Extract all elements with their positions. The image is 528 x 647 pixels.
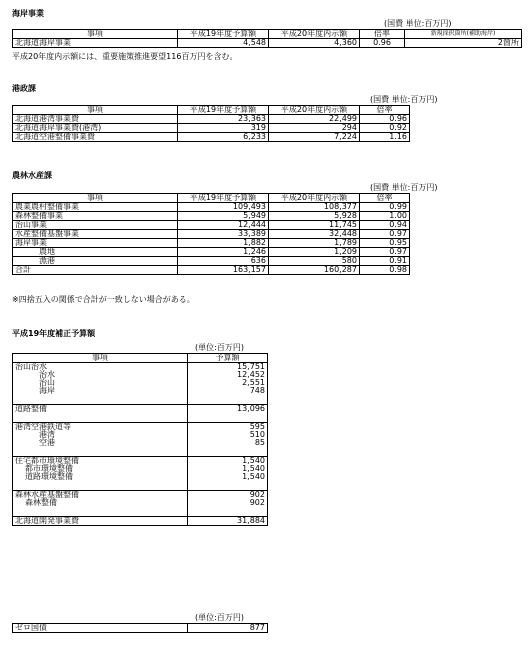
- table-cell: 北海道海岸事業費(港湾): [13, 124, 178, 133]
- table-cell: 北海道港湾事業費: [13, 115, 178, 124]
- col-header: 事項: [13, 194, 178, 203]
- table-cell: 11,745: [269, 221, 360, 230]
- col-header: 事項: [13, 106, 178, 115]
- table-cell: 0.94: [360, 221, 410, 230]
- table-cell: 0.92: [360, 124, 410, 133]
- table-cell: 海岸: [13, 387, 188, 395]
- col-header: 倍率: [360, 194, 410, 203]
- table-cell: 北海道空港整備事業費: [13, 133, 178, 142]
- table-cell: 0.96: [360, 39, 405, 48]
- section4-title: 平成19年度補正予算額: [12, 329, 96, 338]
- table-cell: 2箇所: [405, 39, 522, 48]
- col-header: 平成19年度予算額: [178, 30, 269, 39]
- table-cell: 6,233: [178, 133, 269, 142]
- table-cell: 1,540: [188, 457, 268, 466]
- table-cell: 道路整備: [13, 405, 188, 414]
- table-cell: 319: [178, 124, 269, 133]
- table-cell: 12,452: [237, 370, 265, 379]
- table-cell: 都市環境整備: [13, 465, 188, 473]
- table-cell: 治山: [13, 379, 188, 387]
- table-cell: 0.95: [360, 239, 410, 248]
- table-cell: 治水: [13, 371, 188, 379]
- table-cell: 108,377: [269, 203, 360, 212]
- section3-table: [12, 193, 410, 275]
- col-header: 事項: [13, 30, 178, 39]
- table-cell: 32,448: [269, 230, 360, 239]
- section1-unit: (国費 単位:百万円): [384, 19, 452, 28]
- table-cell: 0.97: [360, 230, 410, 239]
- section3-title: 農林水産課: [12, 171, 52, 180]
- table-cell: 空港: [13, 439, 188, 447]
- table-cell: 4,548: [178, 39, 269, 48]
- col-header: 新規採択箇所(補助海岸): [405, 30, 522, 39]
- table-cell: 道路環境整備: [13, 473, 188, 481]
- table-cell: 森林水産基盤整備: [13, 491, 188, 500]
- section5-table: [12, 623, 268, 633]
- col-header: 平成20年度内示額: [269, 194, 360, 203]
- col-header: 予算額: [188, 354, 268, 363]
- table-cell: 22,499: [269, 115, 360, 124]
- table-cell: 0.97: [360, 248, 410, 257]
- table-cell: ゼロ国債: [13, 624, 188, 633]
- table-cell: 1,540: [242, 464, 265, 473]
- table-cell: 160,287: [269, 266, 360, 275]
- col-header: 平成20年度内示額: [269, 106, 360, 115]
- table-cell: 水産整備基盤事業: [13, 230, 178, 239]
- col-header: 事項: [13, 354, 188, 363]
- section3-unit: (国費 単位:百万円): [370, 183, 438, 192]
- table-cell: 12,444: [178, 221, 269, 230]
- table-cell: 636: [178, 257, 269, 266]
- table-cell: 住宅都市環境整備: [13, 457, 188, 466]
- table-cell: 0.96: [360, 115, 410, 124]
- table-cell: 877: [188, 624, 268, 633]
- table-cell: 7,224: [269, 133, 360, 142]
- table-cell: 1,540: [242, 472, 265, 481]
- table-cell: 163,157: [178, 266, 269, 275]
- table-cell: 海岸事業: [13, 239, 178, 248]
- section1-table: [12, 29, 522, 48]
- table-cell: 森林整備事業: [13, 212, 178, 221]
- table-cell: 農地: [13, 248, 178, 257]
- table-cell: 1,246: [178, 248, 269, 257]
- section2-unit: (国費 単位:百万円): [370, 95, 438, 104]
- table-cell: 合計: [13, 266, 178, 275]
- table-cell: 15,751: [237, 362, 265, 371]
- table-cell: 31,884: [188, 517, 268, 526]
- table-cell: 0.99: [360, 203, 410, 212]
- col-header: 平成20年度内示額: [269, 30, 360, 39]
- table-cell: 1.00: [360, 212, 410, 221]
- table-cell: 北海道開発事業費: [13, 517, 188, 526]
- section1-title: 海岸事業: [12, 9, 44, 18]
- table-cell: 5,949: [178, 212, 269, 221]
- col-header: 平成19年度予算額: [178, 194, 269, 203]
- table-cell: 85: [254, 438, 265, 447]
- section1-note: 平成20年度内示額には、重要施策推進要望116百万円を含む。: [12, 52, 238, 61]
- table-cell: 33,389: [178, 230, 269, 239]
- table-cell: 4,360: [269, 39, 360, 48]
- table-cell: 294: [269, 124, 360, 133]
- section2-table: [12, 105, 410, 142]
- table-cell: 0.91: [360, 257, 410, 266]
- table-cell: 港湾空港鉄道等: [13, 423, 188, 432]
- col-header: 平成19年度予算額: [178, 106, 269, 115]
- table-cell: 漁港: [13, 257, 178, 266]
- section3-note: ※四捨五入の関係で合計が一致しない場合がある。: [12, 295, 195, 304]
- col-header: 倍率: [360, 30, 405, 39]
- table-cell: 0.98: [360, 266, 410, 275]
- table-cell: 1,209: [269, 248, 360, 257]
- table-cell: 13,096: [188, 405, 268, 414]
- section4-unit: (単位:百万円): [195, 343, 244, 352]
- table-cell: 109,493: [178, 203, 269, 212]
- table-cell: 森林整備: [13, 499, 188, 507]
- table-cell: 1,882: [178, 239, 269, 248]
- table-cell: 北海道海岸事業: [13, 39, 178, 48]
- table-cell: 治山事業: [13, 221, 178, 230]
- table-cell: 580: [269, 257, 360, 266]
- section4-table: [12, 353, 268, 526]
- table-cell: 5,928: [269, 212, 360, 221]
- table-cell: 農業農村整備事業: [13, 203, 178, 212]
- table-cell: 902: [188, 491, 268, 500]
- table-cell: 510: [249, 430, 265, 439]
- section2-title: 港政課: [12, 84, 36, 93]
- table-cell: 23,363: [178, 115, 269, 124]
- table-cell: 1.16: [360, 133, 410, 142]
- table-cell: 2,551: [242, 378, 265, 387]
- table-cell: 748: [249, 386, 265, 395]
- col-header: 倍率: [360, 106, 410, 115]
- section5-unit: (単位:百万円): [195, 613, 244, 622]
- table-cell: 595: [188, 423, 268, 432]
- table-cell: 港湾: [13, 431, 188, 439]
- table-cell: 902: [249, 498, 265, 507]
- table-cell: 治山治水: [13, 363, 188, 372]
- table-cell: 1,789: [269, 239, 360, 248]
